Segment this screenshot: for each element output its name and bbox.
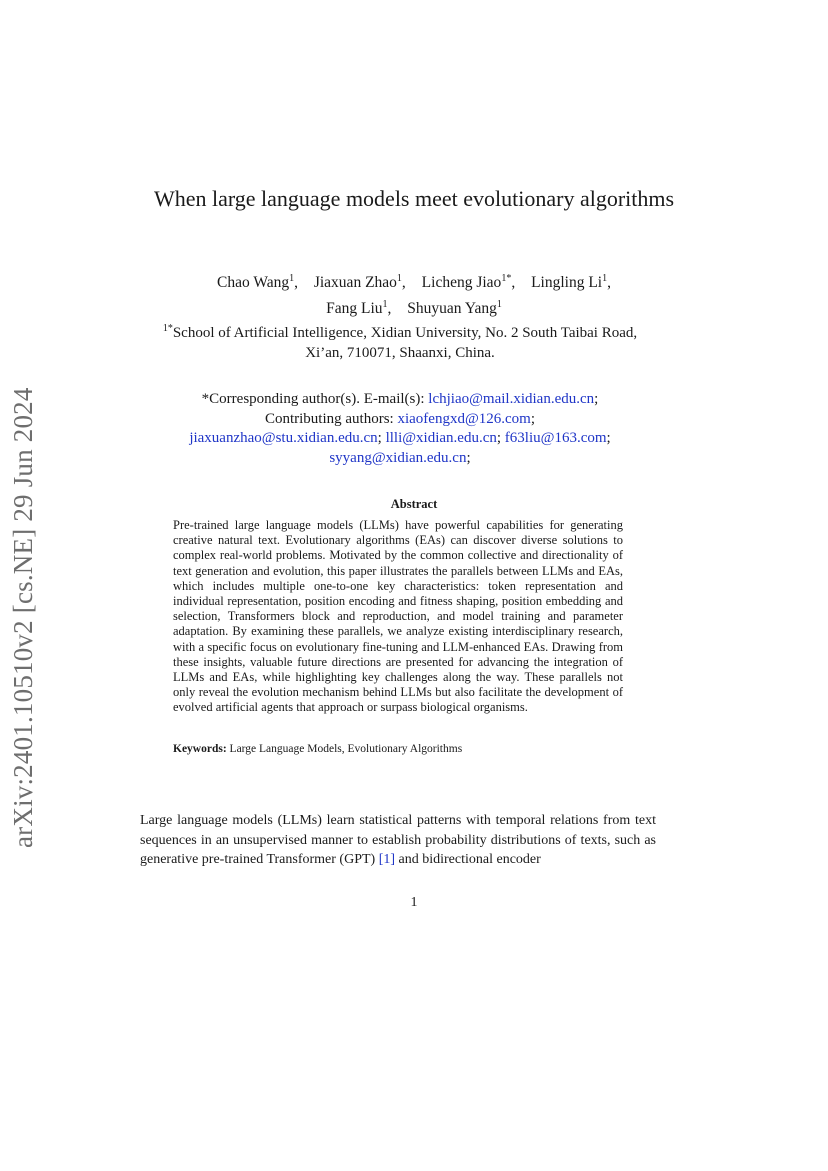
email-link[interactable]: jiaxuanzhao@stu.xidian.edu.cn (189, 430, 378, 446)
author: Fang Liu$^1$, (326, 299, 392, 318)
contributing-label: Contributing authors: (264, 410, 394, 427)
email-link[interactable]: f63liu@163.com (504, 430, 607, 446)
corresponding-label: *Corresponding author(s). E-mail(s): (201, 391, 425, 407)
keywords-text: Large Language Models, Evolutionary Algorithms (229, 743, 463, 755)
page-number: 1 (410, 895, 418, 910)
arxiv-identifier: arXiv:2401.10510v2 [cs.NE] 29 Jun 2024 (8, 387, 38, 848)
abstract-heading: Abstract (390, 497, 438, 511)
author: Jiaxuan Zhao$^1$, (313, 273, 406, 292)
affiliation: $^{1*}$School of Artificial Intelligence, Xidian University, No. 2 South Taibai Road, Xi’an, 710071, Shaanxi, China. (162, 323, 638, 361)
keywords (173, 743, 623, 755)
abstract-text: Pre-trained large language models (LLMs) have powerful capabilities for generating creative natural text. Evolutionary algorithms (EAs) can discover diverse solutions to complex real-world problems. Motivated by the common collective and directionality of text generation and evolution, this paper illustrates the parallels between LLMs and EAs, which includes multiple one-to-one key characteristics: token representation and individual representation, position encoding and fitness shaping, position embedding and selection, Transformers block and reproduction, and model training and parameter adaptation. By examining these parallels, we analyze existing interdisciplinary research, with a specific focus on evolutionary fine-tuning and LLM-enhanced EAs. Drawing from these insights, valuable future directions are presented for advancing the integration of LLMs and EAs, while highlighting key challenges along the way. These parallels not only reveal the evolution mechanism behind LLMs but also facilitate the development of evolved artificial agents that approach or surpass biological organisms. (173, 518, 623, 715)
email-link[interactable]: xiaofengxd@126.com (397, 410, 531, 427)
author: Licheng Jiao$^{1*}$, (421, 273, 516, 292)
author: Chao Wang$^1$, (217, 273, 298, 292)
author: Lingling Li$^1$, (531, 273, 611, 292)
email-link[interactable]: syyang@xidian.edu.cn (329, 449, 467, 466)
intro-paragraph: Large language models (LLMs) learn statistical patterns with temporal relations from text sequences in an unsupervised manner to establish probability distributions of texts, such as generative pre-trained Transformer (GPT) [1] and bidirectional encoder (140, 813, 656, 867)
email-link[interactable]: lchjiao@mail.xidian.edu.cn (428, 391, 595, 407)
correspondence-block: *Corresponding author(s). E-mail(s): lchjiao@mail.xidian.edu.cn; Contributing authors: xiaofengxd@126.com; jiaxuanzhao@stu.xidian.edu.cn; llli@xidian.edu.cn; f63liu@163.com; syyang@xidian.edu.cn; (189, 391, 611, 466)
citation-link[interactable]: [1] (378, 852, 396, 867)
paper-title: When large language models meet evolutionary algorithms (153, 186, 675, 211)
author-list (120, 268, 708, 320)
author: Shuyuan Yang$^1$ (407, 299, 502, 318)
email-link[interactable]: llli@xidian.edu.cn (385, 430, 497, 446)
keywords-label: Keywords: (173, 743, 227, 755)
